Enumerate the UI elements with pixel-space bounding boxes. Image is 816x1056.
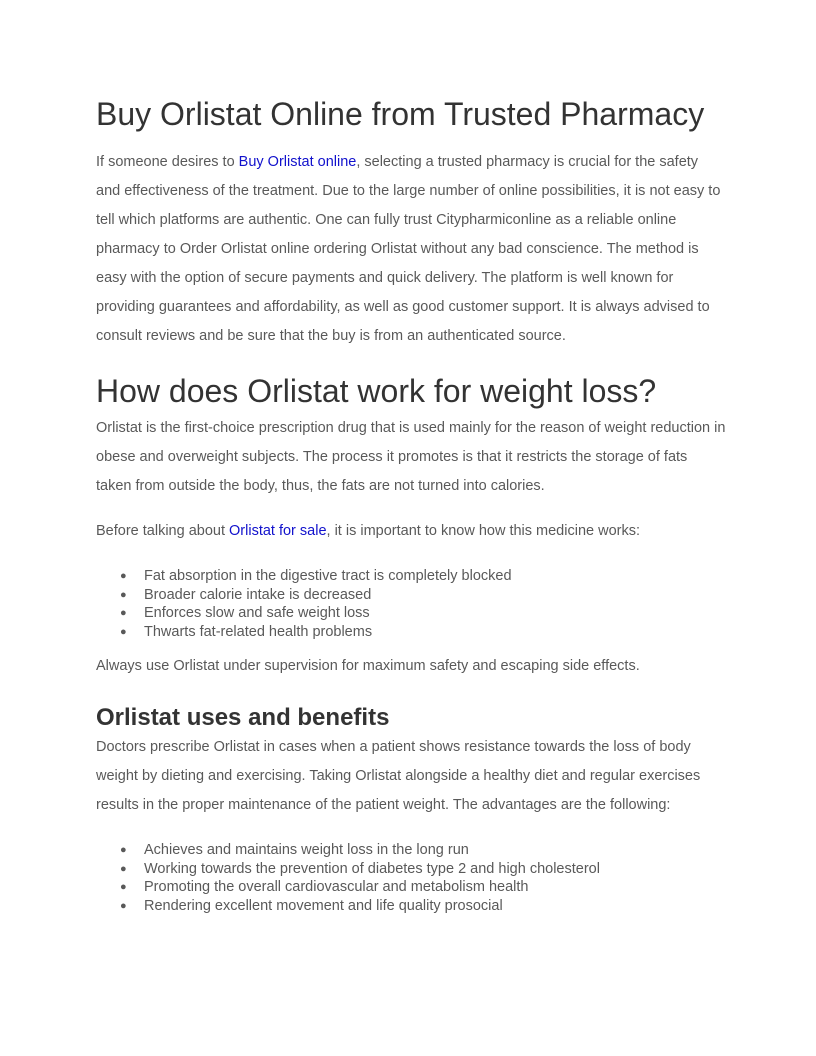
intro-paragraph: [96, 148, 726, 351]
how-it-works-paragraph: Orlistat is the first-choice prescription drug that is used mainly for the reason of weight reduction in obese and overweight subjects. The process it promotes is that it restricts the storage of fats taken from outside the body, thus, the fats are not turned into calories.: [96, 420, 726, 494]
section-heading-how-it-works: How does Orlistat work for weight loss?: [96, 373, 657, 409]
uses-benefits-paragraph: Doctors prescribe Orlistat in cases when a patient shows resistance towards the loss of body weight by dieting and exercising. Taking Orlistat alongside a healthy diet and regular exercises results in the proper maintenance of the patient weight. The advantages are the following:: [96, 739, 701, 813]
list-item: ● Working towards the prevention of diabetes type 2 and high cholesterol: [96, 860, 600, 879]
intro-text-rest: , selecting a trusted pharmacy is crucial for the safety and effectiveness of the treatment. Due to the large number of online possibilities, it is not easy to tell which platforms are authentic. One can fully trust Citypharmiconline as a reliable online pharmacy to Order Orlistat online ordering Orlistat without any bad conscience. The method is easy with the option of secure payments and quick delivery. The platform is well known for providing guarantees and affordability, as well as good customer support. It is always advised to consult reviews and be sure that the buy is from an authenticated source.: [96, 154, 721, 344]
list-item: ● Fat absorption in the digestive tract is completely blocked: [96, 567, 512, 586]
page-title: Buy Orlistat Online from Trusted Pharmacy: [96, 96, 705, 132]
buy-orlistat-online-link[interactable]: Buy Orlistat online: [238, 154, 357, 170]
list-item: ● Promoting the overall cardiovascular and metabolism health: [96, 878, 600, 897]
list-item: ● Enforces slow and safe weight loss: [96, 604, 512, 623]
list-item: ● Thwarts fat-related health problems: [96, 623, 512, 642]
before-talking-text-start: Before talking about: [96, 523, 230, 539]
orlistat-for-sale-link[interactable]: Orlistat for sale: [229, 523, 327, 539]
before-talking-text-rest: , it is important to know how this medicine works:: [326, 523, 640, 539]
list-item: ● Broader calorie intake is decreased: [96, 586, 512, 605]
list-item: ● Rendering excellent movement and life quality prosocial: [96, 897, 600, 916]
benefits-list: [96, 841, 600, 915]
how-it-works-list: [96, 567, 512, 641]
supervision-paragraph: Always use Orlistat under supervision for maximum safety and escaping side effects.: [96, 658, 640, 674]
section-heading-uses-benefits: Orlistat uses and benefits: [96, 704, 390, 731]
list-item: ● Achieves and maintains weight loss in the long run: [96, 841, 600, 860]
before-talking-paragraph: [96, 517, 736, 546]
intro-text-start: If someone desires to: [96, 154, 239, 170]
